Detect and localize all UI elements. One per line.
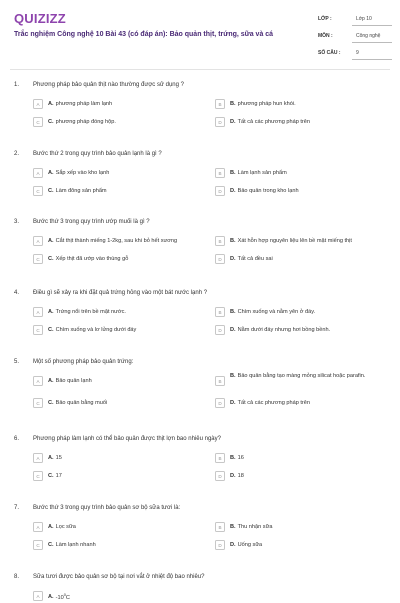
option-text (48, 400, 107, 407)
option-checkbox[interactable]: A (33, 376, 43, 386)
option-text (48, 238, 177, 245)
option-text (230, 542, 262, 549)
answer-option-b[interactable] (215, 97, 390, 111)
option-checkbox[interactable]: D (215, 117, 225, 127)
option-value: Cắt thịt thành miếng 1-2kg, sau khi bỏ hết xương (55, 237, 178, 244)
answer-option-b[interactable] (215, 234, 390, 248)
option-label: A. (48, 594, 54, 601)
option-value: Làm đông sản phẩm (55, 187, 107, 194)
option-label: B. (230, 523, 236, 530)
option-checkbox[interactable]: C (33, 398, 43, 408)
worksheet-meta (318, 12, 392, 63)
option-checkbox[interactable]: B (215, 307, 225, 317)
header-divider (10, 69, 390, 70)
option-value: phương pháp hun khói. (237, 100, 296, 107)
option-checkbox[interactable]: D (215, 186, 225, 196)
answer-option-c[interactable] (33, 184, 213, 198)
option-label: A. (48, 523, 54, 530)
option-text (230, 256, 273, 263)
option-checkbox[interactable]: C (33, 471, 43, 481)
answer-option-d[interactable] (215, 115, 390, 129)
answer-option-c[interactable] (33, 469, 213, 483)
option-text (230, 188, 299, 195)
answer-option-c[interactable] (33, 252, 213, 266)
option-checkbox[interactable]: B (215, 376, 225, 386)
question-text: Điều gì sẽ xảy ra khi đặt quả trứng hỏng vào một bát nước lạnh ? (33, 290, 208, 296)
option-checkbox[interactable]: B (215, 168, 225, 178)
answer-option-d[interactable] (215, 469, 390, 483)
option-checkbox[interactable]: A (33, 99, 43, 109)
answer-option-a[interactable] (33, 589, 213, 603)
question-text: Sữa tươi được bảo quản sơ bộ tại nơi vắt ở nhiệt độ bao nhiêu? (33, 574, 205, 580)
option-value: Xếp thịt đã ướp vào thùng gỗ (55, 255, 129, 262)
option-value: Chìm xuống và lơ lửng dưới đáy (55, 326, 137, 333)
option-checkbox[interactable]: D (215, 398, 225, 408)
option-text (48, 524, 76, 531)
option-label: A. (48, 100, 54, 107)
option-label: C. (48, 541, 54, 548)
page-title: Trắc nghiệm Công nghệ 10 Bài 43 (có đáp án): Bảo quản thịt, trứng, sữa và cá (14, 31, 274, 38)
option-checkbox[interactable]: D (215, 325, 225, 335)
option-text (230, 373, 365, 380)
option-text (48, 455, 62, 462)
option-value: Thu nhận sữa (237, 523, 273, 530)
option-checkbox[interactable]: A (33, 168, 43, 178)
question-text: Phương pháp làm lạnh có thể bảo quản được thịt lợn bao nhiêu ngày? (33, 436, 221, 442)
option-checkbox[interactable]: A (33, 591, 43, 601)
option-checkbox[interactable]: A (33, 236, 43, 246)
meta-row-subject (318, 29, 392, 43)
option-label: A. (48, 377, 54, 384)
option-value: Nằm dưới đáy nhưng hơi bồng bềnh. (237, 326, 331, 333)
question-number: 6. (14, 436, 20, 442)
option-value: Tất cả các phương pháp trên (237, 399, 310, 406)
meta-value: Lớp 10 (352, 13, 392, 26)
option-checkbox[interactable]: C (33, 117, 43, 127)
option-checkbox[interactable]: A (33, 307, 43, 317)
option-checkbox[interactable]: C (33, 186, 43, 196)
answer-option-b[interactable] (215, 166, 390, 180)
option-label: C. (48, 118, 54, 125)
option-checkbox[interactable]: B (215, 522, 225, 532)
option-value: Sắp xếp vào kho lạnh (55, 169, 110, 176)
option-label: C. (48, 187, 54, 194)
option-checkbox[interactable]: B (215, 236, 225, 246)
answer-option-d[interactable] (215, 538, 390, 552)
option-text (48, 170, 109, 177)
meta-key: SỐ CÂU : (318, 50, 341, 56)
answer-option-a[interactable] (33, 520, 213, 534)
option-checkbox[interactable]: A (33, 453, 43, 463)
option-checkbox[interactable]: C (33, 325, 43, 335)
answer-option-b[interactable] (215, 370, 390, 392)
option-value: Uống sữa (237, 541, 263, 548)
unit-label: C (65, 594, 70, 601)
option-label: D. (230, 118, 236, 125)
option-text (230, 455, 244, 462)
answer-option-b[interactable] (215, 305, 390, 319)
option-label: C. (48, 326, 54, 333)
option-value: 16 (237, 454, 244, 461)
option-text (48, 119, 116, 126)
answer-option-a[interactable] (33, 305, 213, 319)
option-value: Tất cả các phương pháp trên (237, 118, 310, 125)
option-label: D. (230, 326, 236, 333)
meta-value: 9 (352, 47, 392, 60)
answer-option-c[interactable] (33, 396, 213, 410)
answer-option-a[interactable] (33, 97, 213, 111)
option-checkbox[interactable]: D (215, 254, 225, 264)
option-label: C. (48, 399, 54, 406)
answer-option-a[interactable] (33, 166, 213, 180)
question-number: 3. (14, 219, 20, 225)
option-text (230, 473, 244, 480)
option-checkbox[interactable]: C (33, 254, 43, 264)
answer-option-d[interactable] (215, 252, 390, 266)
option-label: B. (230, 100, 236, 107)
question-text: Bước thứ 2 trong quy trình bảo quản lạnh là gì ? (33, 151, 162, 157)
answer-option-c[interactable] (33, 323, 213, 337)
option-value: Tất cả đều sai (237, 255, 273, 262)
option-label: B. (230, 237, 236, 244)
option-label: A. (48, 308, 54, 315)
question-number: 2. (14, 151, 20, 157)
question-number: 1. (14, 82, 20, 88)
option-value: Bảo quản bằng tạo màng mỏng silicat hoặc parafin. (237, 373, 366, 379)
option-value: Chìm xuống và nằm yên ở đáy. (237, 308, 316, 315)
option-checkbox[interactable]: C (33, 540, 43, 550)
option-label: A. (48, 454, 54, 461)
option-value: 17 (55, 472, 62, 479)
option-text (48, 473, 62, 480)
option-label: B. (230, 308, 236, 315)
option-value: 18 (237, 472, 244, 479)
option-checkbox[interactable]: D (215, 471, 225, 481)
option-text (48, 378, 92, 385)
question-number: 4. (14, 290, 20, 296)
question-number: 8. (14, 574, 20, 580)
worksheet-header (0, 0, 400, 64)
answer-option-c[interactable] (33, 538, 213, 552)
option-label: C. (48, 472, 54, 479)
option-label: D. (230, 399, 236, 406)
option-value: Xát hỗn hợp nguyên liệu lên bề mặt miếng thịt (237, 237, 352, 244)
answer-option-b[interactable] (215, 451, 390, 465)
option-checkbox[interactable]: D (215, 540, 225, 550)
option-value: -10 (55, 594, 64, 601)
option-checkbox[interactable]: A (33, 522, 43, 532)
option-value: Bảo quản lạnh (55, 377, 92, 384)
option-label: B. (230, 373, 236, 379)
option-text (230, 119, 310, 126)
option-text (48, 256, 128, 263)
option-value: Làm lạnh sản phẩm (237, 169, 287, 176)
option-label: A. (48, 169, 54, 176)
meta-key: MÔN : (318, 33, 333, 39)
question-number: 7. (14, 505, 20, 511)
option-text (48, 542, 96, 549)
answer-option-a[interactable] (33, 374, 213, 388)
option-text (230, 309, 315, 316)
option-label: D. (230, 472, 236, 479)
option-label: D. (230, 541, 236, 548)
option-checkbox[interactable]: B (215, 453, 225, 463)
option-checkbox[interactable]: B (215, 99, 225, 109)
option-value: Lọc sữa (55, 523, 76, 530)
meta-row-count (318, 46, 392, 60)
option-text (230, 400, 310, 407)
option-text (230, 238, 352, 245)
answer-option-a[interactable] (33, 451, 213, 465)
question-text: Phương pháp bảo quản thịt nào thường được sử dụng ? (33, 82, 184, 88)
answer-option-d[interactable] (215, 396, 390, 410)
question-number: 5. (14, 359, 20, 365)
answer-option-a[interactable] (33, 234, 213, 248)
option-text (230, 101, 296, 108)
option-label: A. (48, 237, 54, 244)
option-value: Trứng nổi trên bề mặt nước. (55, 308, 126, 315)
option-text (48, 309, 126, 316)
option-value: 15 (55, 454, 62, 461)
question-text: Bước thứ 3 trong quy trình bảo quản sơ bộ sữa tươi là: (33, 505, 181, 511)
option-text (48, 327, 136, 334)
option-value: Làm lạnh nhanh (55, 541, 96, 548)
option-value: phương pháp làm lạnh (55, 100, 113, 107)
option-label: D. (230, 187, 236, 194)
option-label: C. (48, 255, 54, 262)
quizizz-logo: QUIZIZZ (14, 11, 66, 26)
option-value: Bảo quản trong kho lạnh (237, 187, 299, 194)
option-label: B. (230, 454, 236, 461)
meta-row-class (318, 12, 392, 26)
option-text (48, 101, 112, 108)
option-value: Bảo quản bằng muối (55, 399, 108, 406)
degree-superscript: 0 (63, 591, 66, 597)
option-label: B. (230, 169, 236, 176)
answer-option-c[interactable] (33, 115, 213, 129)
option-text (230, 327, 330, 334)
question-text: Một số phương pháp bảo quản trứng: (33, 359, 134, 365)
option-value: phương pháp đóng hộp. (55, 118, 116, 125)
option-label: D. (230, 255, 236, 262)
meta-value: Công nghệ (352, 30, 392, 43)
answer-option-d[interactable] (215, 323, 390, 337)
answer-option-b[interactable] (215, 520, 390, 534)
option-text (230, 524, 272, 531)
answer-option-d[interactable] (215, 184, 390, 198)
option-text (48, 188, 107, 195)
option-text (230, 170, 287, 177)
question-text: Bước thứ 3 trong quy trình ướp muối là gì ? (33, 219, 150, 225)
meta-key: LỚP : (318, 16, 332, 22)
